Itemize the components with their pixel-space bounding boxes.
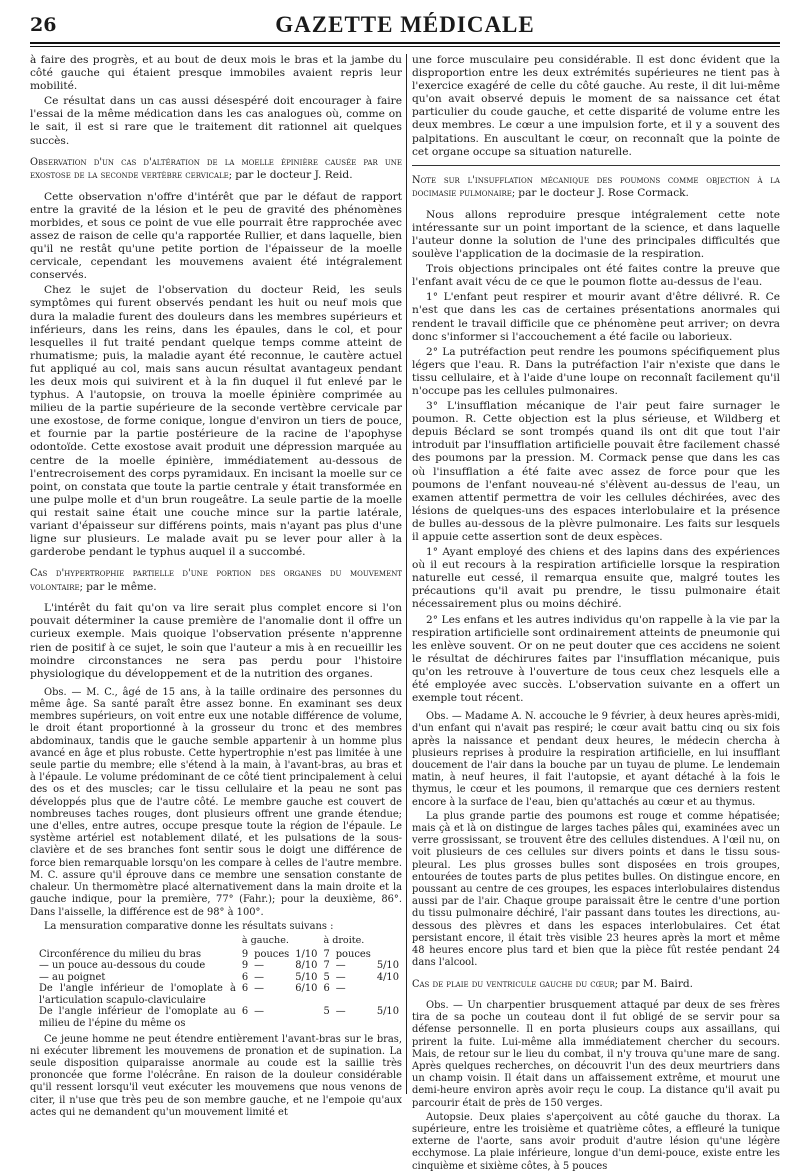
paragraph: 1° L'enfant peut respirer et mourir avant d'être délivré. R. Ce n'est que dans les cas de certaines présentations anormales qui rendent le travail difficile que ce phénomène peut arriver; on devra donc s'informer si l'accouchement a été facile ou laborieux.: [412, 291, 780, 343]
row-label: Circonférence du milieu du bras: [39, 948, 202, 960]
cell: 1/10: [295, 948, 318, 960]
paragraph: La plus grande partie des poumons est rouge et comme hépatisée; mais çà et là on distingue de larges taches pâles qui, examinées avec un verre grossissant, se trouvent être des cellules distendues. A l'œil nu, on voit plusieurs de ces cellules sur divers points et dans le tissu sous-pleural. Les plus grosses bulles sont disposées en trois groupes, entourées de toutes parts de plus petites bulles. On distingue encore, en poussant au centre de ces groupes, les espaces interlobulaires distendus aussi par de l'air. Chaque groupe paraissait être le centre d'une portion du tissu pulmonaire déchiré, l'air passant dans toutes les directions, au-dessous des plèvres et dans les espaces interlobulaires. Cet état persistant encore, il était très visible 23 heures après la mort et même 48 heures encore plus tard et bien que la pièce fût restée pendant 24 dans l'alcool.: [412, 810, 780, 969]
paragraph: Trois objections principales ont été faites contre la preuve que l'enfant avait vécu de ce que le poumon flotte au-dessus de l'eau.: [412, 263, 780, 289]
paragraph: L'intérêt du fait qu'on va lire serait plus complet encore si l'on pouvait déterminer la cause première de l'anomalie dont il offre un curieux exemple. Mais quoique l'observation présente n'apprenne rien de positif à ce sujet, le soin que l'auteur a mis à en recueillir les moindre circonstances ne sera pas perdu pour l'histoire physiologique du développement et de la nutrition des organes.: [30, 602, 402, 680]
paragraph: La mensuration comparative donne les résultats suivans :: [44, 920, 334, 932]
cell: —: [335, 971, 346, 983]
paragraph: 1° Ayant employé des chiens et des lapins dans des expériences où il eut recours à la respiration artificielle lorsque la respiration naturelle eut cessé, il remarqua ensuite que, malgré toutes les précautions qu'il avait pu prendre, le tissu pulmonaire était nécessairement plus ou moins déchiré.: [412, 546, 780, 611]
table-row: [36, 960, 402, 972]
cell: 5/10: [295, 971, 318, 983]
paragraph: à faire des progrès, et au bout de deux mois le bras et la jambe du côté gauche qui étaient presque immobiles avaient repris leur mobilité.: [30, 54, 402, 93]
cell: —: [335, 1006, 346, 1018]
cell: [292, 1006, 320, 1029]
cell: 7: [323, 960, 330, 972]
cell: 6: [241, 971, 249, 983]
row-label: — un pouce au-dessous du coude: [39, 960, 206, 972]
journal-title: GAZETTE MÉDICALE: [275, 12, 535, 37]
column-divider: [406, 54, 407, 1094]
cell: 9: [241, 948, 249, 960]
section-author: par le même.: [86, 580, 157, 593]
row-label: De l'angle inférieur de l'omoplate à l'articulation scapulo-claviculaire: [39, 983, 236, 1006]
paragraph: 2° La putréfaction peut rendre les poumons spécifiquement plus légers que l'eau. R. Dans la putréfaction l'air n'existe que dans le tissu cellulaire, et à l'aide d'une loupe on reconnaît facilement qu'il n'occupe pas les cellules pulmonaires.: [412, 345, 780, 397]
paragraph: une force musculaire peu considérable. Il est donc évident que la disproportion entre les deux extrémités supérieures ne tient pas à l'exercice exagéré de celle du côté gauche. Au reste, il dit lui-même qu'on avait observé depuis le moment de sa naissance cet état particulier du coude gauche, et cette disparité de volume entre les deux membres. Le cœur a une impulsion forte, et il y a souvent des palpitations. En auscultant le cœur, on reconnaît que la pointe de cet organe occupe sa situation naturelle.: [412, 54, 780, 158]
row-label: — au poignet: [39, 971, 106, 983]
cell: [374, 983, 402, 1006]
section-heading: [412, 978, 780, 992]
paragraph: Cette observation n'offre d'intérêt que par le défaut de rapport entre la gravité de la lésion et le peu de gravité des phénomènes morbides, et sous ce point de vue elle pourrait être rapprochée avec assez de raison de celle qu'a rapportée Rullier, et dans laquelle, bien qu'il ne restât qu'une petite portion de l'épaisseur de la moelle cervicale, cependant les mouvemens avaient été intégralement conservés.: [30, 190, 402, 282]
paragraph: 2° Les enfans et les autres individus qu'on rappelle à la vie par la respiration artificielle sont ordinairement atteints de pneumonie qui les enlève souvent. Or on ne peut douter que ces accidens ne soient le résultat de déchirures faites par l'insufflation mécanique, puis qu'on les retrouve à l'ouverture de tous ceux chez lesquels elle a été employée avec succès. L'observation suivante en a offert un exemple tout récent.: [412, 613, 780, 705]
paragraph: Autopsie. Deux plaies s'aperçoivent au côté gauche du thorax. La supérieure, entre les troisième et quatrième côtes, a effleuré la tunique externe de l'aorte, sans avoir produit d'autre lésion qu'une légère ecchymose. La plaie inférieure, longue d'un demi-pouce, existe entre les cinquième et sixième côtes, à 5 pouces: [412, 1111, 780, 1172]
row-label: De l'angle inférieur de l'omoplate au milieu de l'épine du même os: [39, 1006, 236, 1030]
col-header-left: à gauche.: [241, 934, 289, 946]
page-header: [30, 10, 780, 50]
cell: 6/10: [295, 983, 318, 995]
header-rule: [30, 42, 780, 44]
section-title: Cas de plaie du ventricule gauche du cœur;: [412, 979, 619, 991]
section-heading: [30, 568, 402, 594]
cell: pouces: [335, 948, 371, 960]
measurement-table: [36, 935, 402, 1030]
cell: —: [254, 960, 265, 972]
section-heading: [30, 157, 402, 183]
cell: —: [335, 960, 346, 972]
table-row: [36, 972, 402, 984]
cell: 7: [323, 948, 330, 960]
cell: 8/10: [295, 960, 318, 972]
paragraph: Chez le sujet de l'observation du docteur Reid, les seuls symptômes qui furent observés pendant les huit ou neuf mois que dura la maladie furent des douleurs dans les membres supérieurs et inférieurs, dans les reins, dans les épaules, dans le col, et pour lesquelles il fut traité pendant quelque temps comme atteint de rhumatisme; puis, la maladie ayant été reconnue, le cautère actuel fut appliqué au col, mais sans aucun résultat avantageux pendant les deux mois qui suivirent et à la fin duquel il fut enlevé par le typhus. A l'autopsie, on trouva la moelle épinière comprimée au milieu de la partie supérieure de la seconde vertèbre cervicale par une exostose, de forme conique, longue d'environ un tiers de pouce, et fournie par la partie postérieure de la racine de l'apophyse odontoïde. Cette exostose avait produit une dépression marquée au centre de la moelle épinière, immédiatement au-dessous de l'entrecroisement des corps pyramidaux. En incisant la moelle sur ce point, on constata que toute la partie centrale y était transformée en une pulpe molle et d'un brun rougeâtre. La seule partie de la moelle qui restait saine était une couche mince sur la partie latérale, variant d'épaisseur sur différens points, mais n'ayant pas plus d'une ligne sur plusieurs. Le malade avait pu se lever pour aller à la garderobe pendant le typhus auquel il a succombé.: [30, 284, 402, 559]
table-row: [36, 949, 402, 961]
section-title: Note sur l'insufflation mécanique des poumons comme objection à la docimasie pulmonaire;: [412, 174, 780, 200]
cell: 5: [323, 971, 330, 983]
paragraph: Ce résultat dans un cas aussi désespéré doit encourager à faire l'essai de la même médication dans les cas analogues où, comme on le sait, il est si rare que le traitement dit rationnel ait quelques succès.: [30, 95, 402, 147]
cell: 5/10: [376, 960, 399, 972]
paragraph: Ce jeune homme ne peut étendre entièrement l'avant-bras sur le bras, ni exécuter librement les mouvemens de pronation et de supination. La seule disposition quiparaisse anormale au coude est la saillie très prononcée que forme l'olécrâne. En raison de la douleur considérable qu'il ressent lorsqu'il veut exécuter les mouvemens que nous venons de citer, il n'use que très peu de son membre gauche, et ne l'empoie qu'aux actes qui ne demandent qu'un mouvement limité et: [30, 1033, 402, 1118]
cell: [374, 949, 402, 961]
section-author: par M. Baird.: [621, 978, 694, 991]
cell: 6: [241, 1006, 249, 1018]
table-row: [36, 1006, 402, 1029]
section-title: Cas d'hypertrophie partielle d'une portion des organes du mouvement volontaire;: [30, 568, 402, 593]
cell: 5/10: [376, 1006, 399, 1018]
section-author: par le docteur J. Reid.: [235, 169, 353, 182]
table-row: [36, 983, 402, 1006]
paragraph: 3° L'insufflation mécanique de l'air peut faire surnager le poumon. R. Cette objection est la plus sérieuse, et Wildberg et depuis Béclard se sont trompés quand ils ont dit que tout l'air introduit par l'insufflation artificielle pouvait être facilement chassé des poumons par la pression. M. Cormack pense que dans les cas où l'insufflation a été faite avec assez de force pour que les poumons de l'enfant nouveau-né s'élèvent au-dessus de l'eau, un examen attentif permettra de voir les cellules déchirées, avec des lésions de quelques-uns des espaces interlobulaire et la présence de bulles au-dessous de la plèvre pulmonaire. Les faits sur lesquels il appuie cette assertion sont de deux espèces.: [412, 400, 780, 543]
cell: —: [254, 983, 265, 995]
observation-paragraph: Obs. — M. C., âgé de 15 ans, à la taille ordinaire des personnes du même âge. Sa santé paraît être assez bonne. En examinant ses deux membres supérieurs, on voit entre eux une notable différence de volume, le droit étant proportionné à la grosseur du tronc et des membres abdominaux, tandis que le gauche semble appartenir à un homme plus avancé en âge et plus robuste. Cette hypertrophie n'est pas limitée à une seule partie du membre; elle s'étend à la main, à l'avant-bras, au bras et à l'épaule. Le volume prédominant de ce côté tient principalement à celui des os et des muscles; car le tissu cellulaire et la peau ne sont pas développés plus que de l'autre côté. Le membre gauche est couvert de nombreuses taches rouges, dont plusieurs offrent une grande étendue; une d'elles, entre autres, occupe presque toute la région de l'épaule. Le système artériel est notablement dilaté, et les pulsations de la sous-clavière et de ses branches font sentir sous le doigt une différence de force bien remarquable lorsqu'on les compare à celles de l'autre membre. M. C. assure qu'il éprouve dans ce membre une sensation constante de chaleur. Un thermomètre placé alternativement dans la main droite et la gauche indique, pour la première, 77° (Fahr.); pour la deuxième, 86°. Dans l'aisselle, la différence est de 98° à 100°.: [30, 686, 402, 918]
section-title: Observation d'un cas d'altération de la moelle épinière causée par une exostose de la seconde vertèbre cervicale;: [30, 156, 402, 182]
left-column: [30, 54, 402, 1118]
header-rule-thin: [30, 46, 780, 47]
cell: 6: [323, 983, 330, 995]
cell: —: [254, 971, 265, 983]
cell: 9: [241, 960, 249, 972]
section-heading: [412, 175, 780, 201]
right-column: [412, 54, 780, 1172]
col-header-right: à droite.: [323, 934, 365, 946]
cell: —: [254, 1006, 265, 1018]
cell: 6: [241, 983, 249, 995]
section-author: par le docteur J. Rose Cormack.: [518, 187, 689, 200]
cell: 5: [323, 1006, 330, 1018]
paragraph: Nous allons reproduire presque intégralement cette note intéressante sur un point important de la science, et dans laquelle l'auteur donne la solution de l'une des principales difficultés que soulève l'application de la docimasie de la respiration.: [412, 208, 780, 261]
cell: —: [335, 983, 346, 995]
observation-paragraph: Obs. — Madame A. N. accouche le 9 février, à deux heures après-midi, d'un enfant qui n'avait pas respiré; le cœur avait battu cinq ou six fois après la naissance et pendant deux heures, le médecin chercha à plusieurs reprises à produire la respiration artificielle, en lui insufflant doucement de l'air dans la bouche par un tuyau de plume. Le lendemain matin, à neuf heures, il fait l'autopsie, et ayant détaché à la fois le thymus, le cœur et les poumons, il remarque que ces derniers restent encore à la surface de l'eau, bien qu'attachés au cœur et au thymus.: [412, 711, 780, 808]
observation-paragraph: Obs. — Un charpentier brusquement attaqué par deux de ses frères tira de sa poche un couteau dont il fut obligé de se servir pour sa défense personnelle. Il en porta plusieurs coups aux assaillans, qui prirent la fuite. Lui-même alla immédiatement chercher du secours. Mais, de retour sur le lieu du combat, il n'y trouva qu'une mare de sang. Après quelques recherches, on découvrit l'un des deux meurtriers dans un champ voisin. Il était dans un affaissement extrême, et mourut une demi-heure environ après avoir reçu le coup. La distance qu'il avait pu parcourir était de près de 150 verges.: [412, 999, 780, 1109]
section-separator: [412, 165, 780, 166]
cell: 4/10: [376, 971, 399, 983]
cell: pouces: [254, 948, 290, 960]
table-header-row: [36, 935, 402, 949]
page-number: 26: [30, 14, 57, 36]
